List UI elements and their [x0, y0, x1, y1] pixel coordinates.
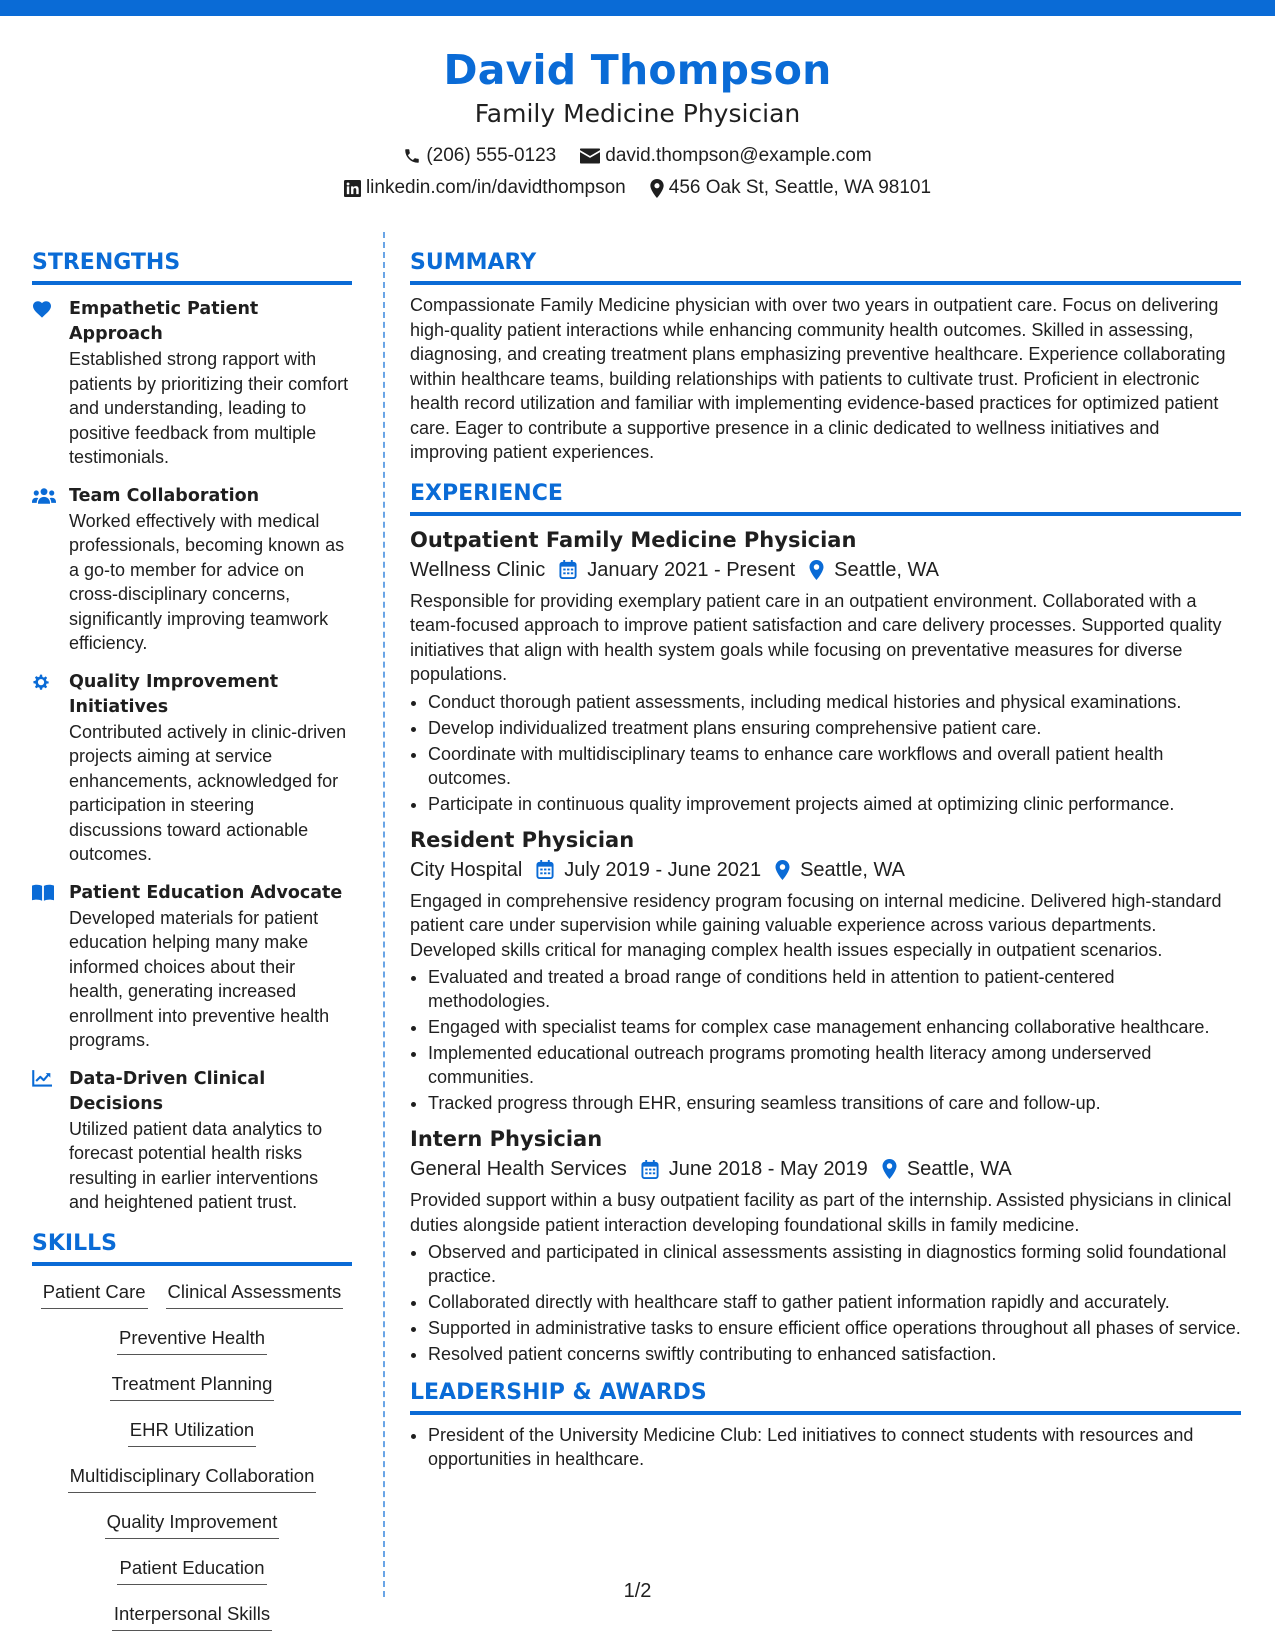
job-bullet: • Participate in continuous quality improvement projects aimed at optimizing clinic performance.	[428, 792, 1241, 816]
job-dates-wrap	[536, 856, 761, 884]
email-text: david.thompson@example.com	[605, 145, 872, 166]
strength-title: Patient Education Advocate	[69, 882, 343, 903]
phone-icon	[403, 147, 421, 165]
job-location: Seattle, WA	[834, 558, 939, 581]
users-icon	[32, 487, 56, 505]
job-location-wrap	[882, 1155, 1012, 1183]
candidate-name: David Thompson	[443, 46, 832, 94]
job-org: Wellness Clinic	[410, 558, 546, 581]
job-dates-wrap	[641, 1155, 868, 1183]
job-description: Provided support within a busy outpatient facility as part of the internship. Assisted physicians in clinical duties alongside patient interaction developing foundational skills in family medicine.	[410, 1190, 1232, 1235]
leadership-item: • President of the University Medicine Club: Led initiatives to connect students with resources and opportunities in healthcare.	[428, 1423, 1241, 1471]
job-dates: June 2018 - May 2019	[668, 1158, 868, 1180]
candidate-role: Family Medicine Physician	[474, 99, 801, 128]
skill-tag: Treatment Planning	[110, 1368, 275, 1401]
job-bullets	[410, 690, 1241, 816]
right-column	[410, 248, 1241, 1473]
left-column	[32, 248, 352, 1644]
job-org: City Hospital	[410, 858, 523, 881]
job-bullet: • Coordinate with multidisciplinary teams to enhance care workflows and overall patient health outcomes.	[428, 742, 1241, 790]
skill-tag: Patient Education	[117, 1552, 266, 1585]
job-bullets	[410, 1240, 1241, 1366]
page-number: 1/2	[623, 1580, 652, 1602]
job-entry	[410, 1125, 1241, 1366]
skill-tag: Interpersonal Skills	[112, 1598, 272, 1631]
job-location-wrap	[775, 856, 905, 884]
summary-text: Compassionate Family Medicine physician with over two years in outpatient care. Focus on delivering high-quality patient interactions while enhancing community health outcomes. Skilled in assessing, diagnosing, and creating treatment plans emphasizing preventive healthcare. Experience collaborating within healthcare teams, building relationships with patients to cultivate trust. Proficient in electronic health record utilization and familiar with implementing evidence-based practices for optimized patient care. Eager to contribute a supportive presence in a clinic dedicated to wellness initiatives and improving patient experiences.	[410, 295, 1226, 462]
job-bullet: • Tracked progress through EHR, ensuring seamless transitions of care and follow-up.	[428, 1091, 1241, 1115]
job-bullet: • Evaluated and treated a broad range of conditions held in attention to patient-centered methodologies.	[428, 965, 1241, 1013]
map-pin-icon	[650, 179, 664, 198]
contact-linkedin[interactable]	[344, 176, 626, 200]
contact-email[interactable]	[580, 144, 871, 168]
strength-desc: Utilized patient data analytics to forecast potential health risks resulting in earlier interventions and heightened patient trust.	[69, 1118, 323, 1212]
job-dates: July 2019 - June 2021	[564, 858, 762, 881]
linkedin-icon	[344, 180, 361, 197]
job-bullet: • Resolved patient concerns swiftly contributing to enhanced satisfaction.	[428, 1342, 1241, 1366]
job-description: Responsible for providing exemplary patient care in an outpatient environment. Collaborated with a team-focused approach to improve patient satisfaction and care delivery processes. Supported quality initiatives that align with health system goals while focusing on preventative measures for diverse populations.	[410, 590, 1222, 684]
job-location-wrap	[809, 556, 939, 584]
job-bullet: • Implemented educational outreach programs promoting health literacy among underserved communities.	[428, 1041, 1241, 1089]
job-location: Seattle, WA	[800, 858, 905, 881]
strength-item	[32, 297, 352, 470]
job-meta	[410, 1155, 1241, 1183]
skill-tag: Multidisciplinary Collaboration	[68, 1460, 317, 1493]
strengths-list	[32, 297, 352, 1215]
leadership-heading: LEADERSHIP & AWARDS	[410, 1378, 1241, 1415]
calendar-icon	[559, 560, 577, 579]
strength-desc: Established strong rapport with patients by prioritizing their comfort and understanding, leading to positive feedback from multiple testimonials.	[69, 349, 349, 467]
map-pin-icon	[882, 1159, 897, 1179]
skill-tag: Quality Improvement	[105, 1506, 280, 1539]
calendar-icon	[641, 1160, 659, 1179]
strength-item	[32, 1067, 352, 1215]
strengths-heading: STRENGTHS	[32, 248, 352, 285]
strength-title: Empathetic Patient Approach	[69, 299, 259, 344]
job-bullet: • Supported in administrative tasks to ensure efficient office operations throughout all phases of service.	[428, 1316, 1241, 1340]
job-meta	[410, 856, 1241, 884]
summary-heading: SUMMARY	[410, 248, 1241, 285]
job-bullet: • Conduct thorough patient assessments, including medical histories and physical examinations.	[428, 690, 1241, 714]
job-description: Engaged in comprehensive residency program focusing on internal medicine. Delivered high-standard patient care under supervision while gaining valuable experience across various departments. Developed skills critical for managing complex health issues especially in outpatient scenarios.	[410, 890, 1222, 960]
envelope-icon	[580, 148, 600, 164]
job-title: Outpatient Family Medicine Physician	[410, 527, 857, 552]
job-entry	[410, 826, 1241, 1116]
job-title: Resident Physician	[410, 827, 635, 852]
calendar-icon	[536, 860, 554, 879]
strength-title: Data-Driven Clinical Decisions	[69, 1068, 266, 1114]
contact-phone[interactable]	[403, 144, 556, 168]
heart-icon	[32, 300, 52, 318]
skill-tag: EHR Utilization	[128, 1414, 256, 1447]
strength-desc: Contributed actively in clinic-driven projects aiming at service enhancements, acknowledged for participation in steering discussions toward actionable outcomes.	[69, 721, 347, 864]
job-dates-wrap	[559, 556, 795, 584]
skills-heading: SKILLS	[32, 1229, 352, 1266]
job-title: Intern Physician	[410, 1127, 603, 1151]
job-entry	[410, 526, 1241, 816]
chart-line-icon	[32, 1070, 52, 1087]
job-location: Seattle, WA	[906, 1158, 1012, 1180]
book-icon	[32, 884, 54, 901]
map-pin-icon	[809, 560, 824, 580]
address-text: 456 Oak St, Seattle, WA 98101	[668, 177, 932, 198]
job-dates: January 2021 - Present	[587, 558, 796, 581]
gear-icon	[32, 673, 51, 692]
job-org: General Health Services	[410, 1158, 627, 1180]
strength-item	[32, 484, 352, 656]
job-bullet: • Collaborated directly with healthcare staff to gather patient information rapidly and accurately.	[428, 1290, 1241, 1314]
resume-header	[0, 44, 1275, 200]
strength-item	[32, 881, 352, 1053]
skill-tag: Preventive Health	[117, 1322, 267, 1355]
strength-title: Quality Improvement Initiatives	[69, 671, 279, 717]
job-bullets	[410, 965, 1241, 1115]
job-bullet: • Engaged with specialist teams for complex case management enhancing collaborative healthcare.	[428, 1015, 1241, 1039]
leadership-list	[410, 1423, 1241, 1471]
column-divider	[383, 232, 385, 1597]
skill-tag: Patient Care	[41, 1276, 148, 1309]
leadership-section	[410, 1423, 1241, 1471]
contact-address	[650, 176, 931, 200]
phone-text: (206) 555-0123	[426, 145, 557, 166]
contact-row-2	[0, 176, 1275, 200]
top-accent-bar	[0, 0, 1275, 16]
contact-row-1	[0, 144, 1275, 168]
strength-desc: Developed materials for patient education helping many make informed choices about their health, generating increased enrollment into preventive health programs.	[69, 907, 330, 1050]
strength-item	[32, 670, 352, 867]
job-bullet: • Develop individualized treatment plans ensuring comprehensive patient care.	[428, 716, 1241, 740]
experience-heading: EXPERIENCE	[410, 479, 1241, 516]
strength-title: Team Collaboration	[69, 485, 260, 506]
job-meta	[410, 556, 1241, 584]
map-pin-icon	[775, 860, 790, 880]
linkedin-text: linkedin.com/in/davidthompson	[365, 177, 626, 198]
job-bullet: • Observed and participated in clinical assessments assisting in diagnostics forming solid foundational practice.	[428, 1240, 1241, 1288]
strength-desc: Worked effectively with medical professionals, becoming known as a go-to member for advice on cross-disciplinary concerns, significantly improving teamwork efficiency.	[69, 510, 345, 653]
skill-tag: Clinical Assessments	[166, 1276, 344, 1309]
